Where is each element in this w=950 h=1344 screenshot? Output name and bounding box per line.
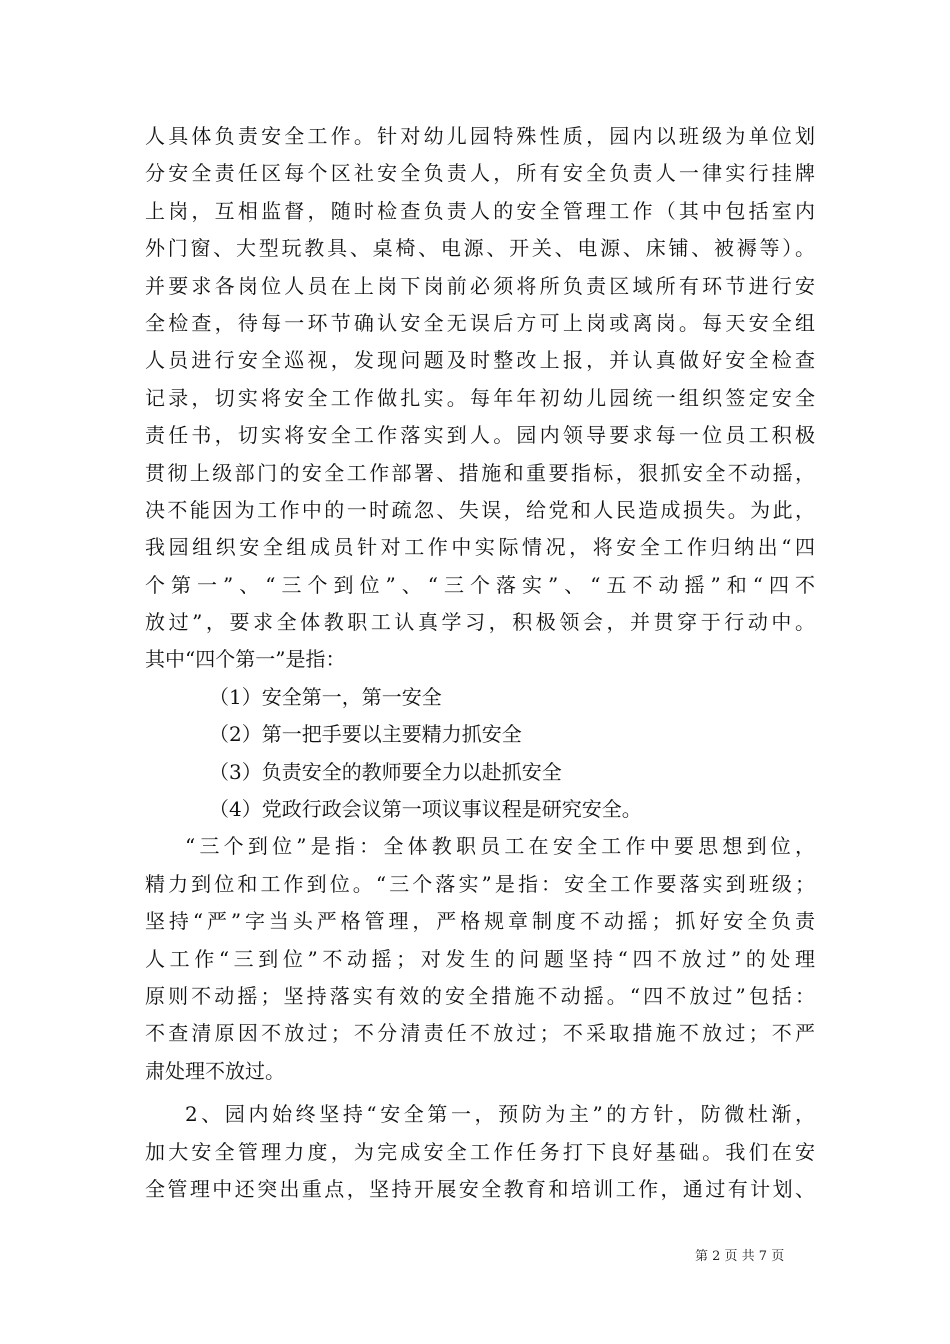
text-line: 肃处理不放过。 <box>145 1058 285 1083</box>
text-line: 人员进行安全巡视，发现问题及时整改上报，并认真做好安全检查 <box>145 348 815 373</box>
text-line: 全管理中还突出重点，坚持开展安全教育和培训工作，通过有计划、 <box>145 1176 815 1201</box>
text-line: 并要求各岗位人员在上岗下岗前必须将所负责区域所有环节进行安 <box>145 273 815 298</box>
text-line: 全检查，待每一环节确认安全无误后方可上岗或离岗。每天安全组 <box>145 310 815 335</box>
text-line: 决不能因为工作中的一时疏忽、失误，给党和人民造成损失。为此， <box>145 497 815 522</box>
list-four-firsts <box>145 679 815 829</box>
text-line: 分安全责任区每个区社安全负责人，所有安全负责人一律实行挂牌 <box>145 161 815 186</box>
text-line: 原则不动摇；坚持落实有效的安全措施不动摇。“四不放过”包括： <box>145 983 815 1008</box>
text-line: 坚持“严”字当头严格管理，严格规章制度不动摇；抓好安全负责 <box>145 909 815 934</box>
text-line: 外门窗、大型玩教具、桌椅、电源、开关、电源、床铺、被褥等）。 <box>145 236 815 261</box>
list-item: （4）党政行政会议第一项议事议程是研究安全。 <box>209 797 642 822</box>
text-line: 不查清原因不放过；不分清责任不放过；不采取措施不放过；不严 <box>145 1021 815 1046</box>
text-line: 记录，切实将安全工作做扎实。每年年初幼儿园统一组织签定安全 <box>145 385 815 410</box>
text-line: 人工作“三到位”不动摇；对发生的问题坚持“四不放过”的处理 <box>145 946 815 971</box>
text-line: “三个到位”是指：全体教职员工在安全工作中要思想到位， <box>185 834 815 859</box>
text-line: 上岗，互相监督，随时检查负责人的安全管理工作（其中包括室内 <box>145 198 815 223</box>
paragraph-three-in-place <box>145 828 815 1090</box>
text-line: 贯彻上级部门的安全工作部署、措施和重要指标，狠抓安全不动摇， <box>145 460 815 485</box>
text-line: 个第一”、“三个到位”、“三个落实”、“五不动摇”和“四不 <box>145 572 815 597</box>
paragraph-safety-responsibility <box>145 118 815 679</box>
list-item: （1）安全第一，第一安全 <box>209 684 442 709</box>
text-line: 其中“四个第一”是指： <box>145 647 346 672</box>
text-line: 加大安全管理力度，为完成安全工作任务打下良好基础。我们在安 <box>145 1139 815 1164</box>
text-line: 责任书，切实将安全工作落实到人。园内领导要求每一位员工积极 <box>145 423 815 448</box>
text-line: 人具体负责安全工作。针对幼儿园特殊性质，园内以班级为单位划 <box>145 124 815 148</box>
text-line: 精力到位和工作到位。“三个落实”是指：安全工作要落实到班级； <box>145 871 815 896</box>
document-body <box>145 118 815 1208</box>
page-number: 第 2 页 共 7 页 <box>695 1249 785 1264</box>
text-line: 放过”，要求全体教职工认真学习，积极领会，并贯穿于行动中。 <box>145 610 815 635</box>
paragraph-safety-first-policy <box>145 1096 815 1208</box>
list-item: （2）第一把手要以主要精力抓安全 <box>209 722 522 747</box>
text-line: 我园组织安全组成员针对工作中实际情况，将安全工作归纳出“四 <box>145 535 815 560</box>
text-line: 2、园内始终坚持“安全第一，预防为主”的方针，防微杜渐， <box>185 1102 815 1127</box>
list-item: （3）负责安全的教师要全力以赴抓安全 <box>209 759 562 784</box>
